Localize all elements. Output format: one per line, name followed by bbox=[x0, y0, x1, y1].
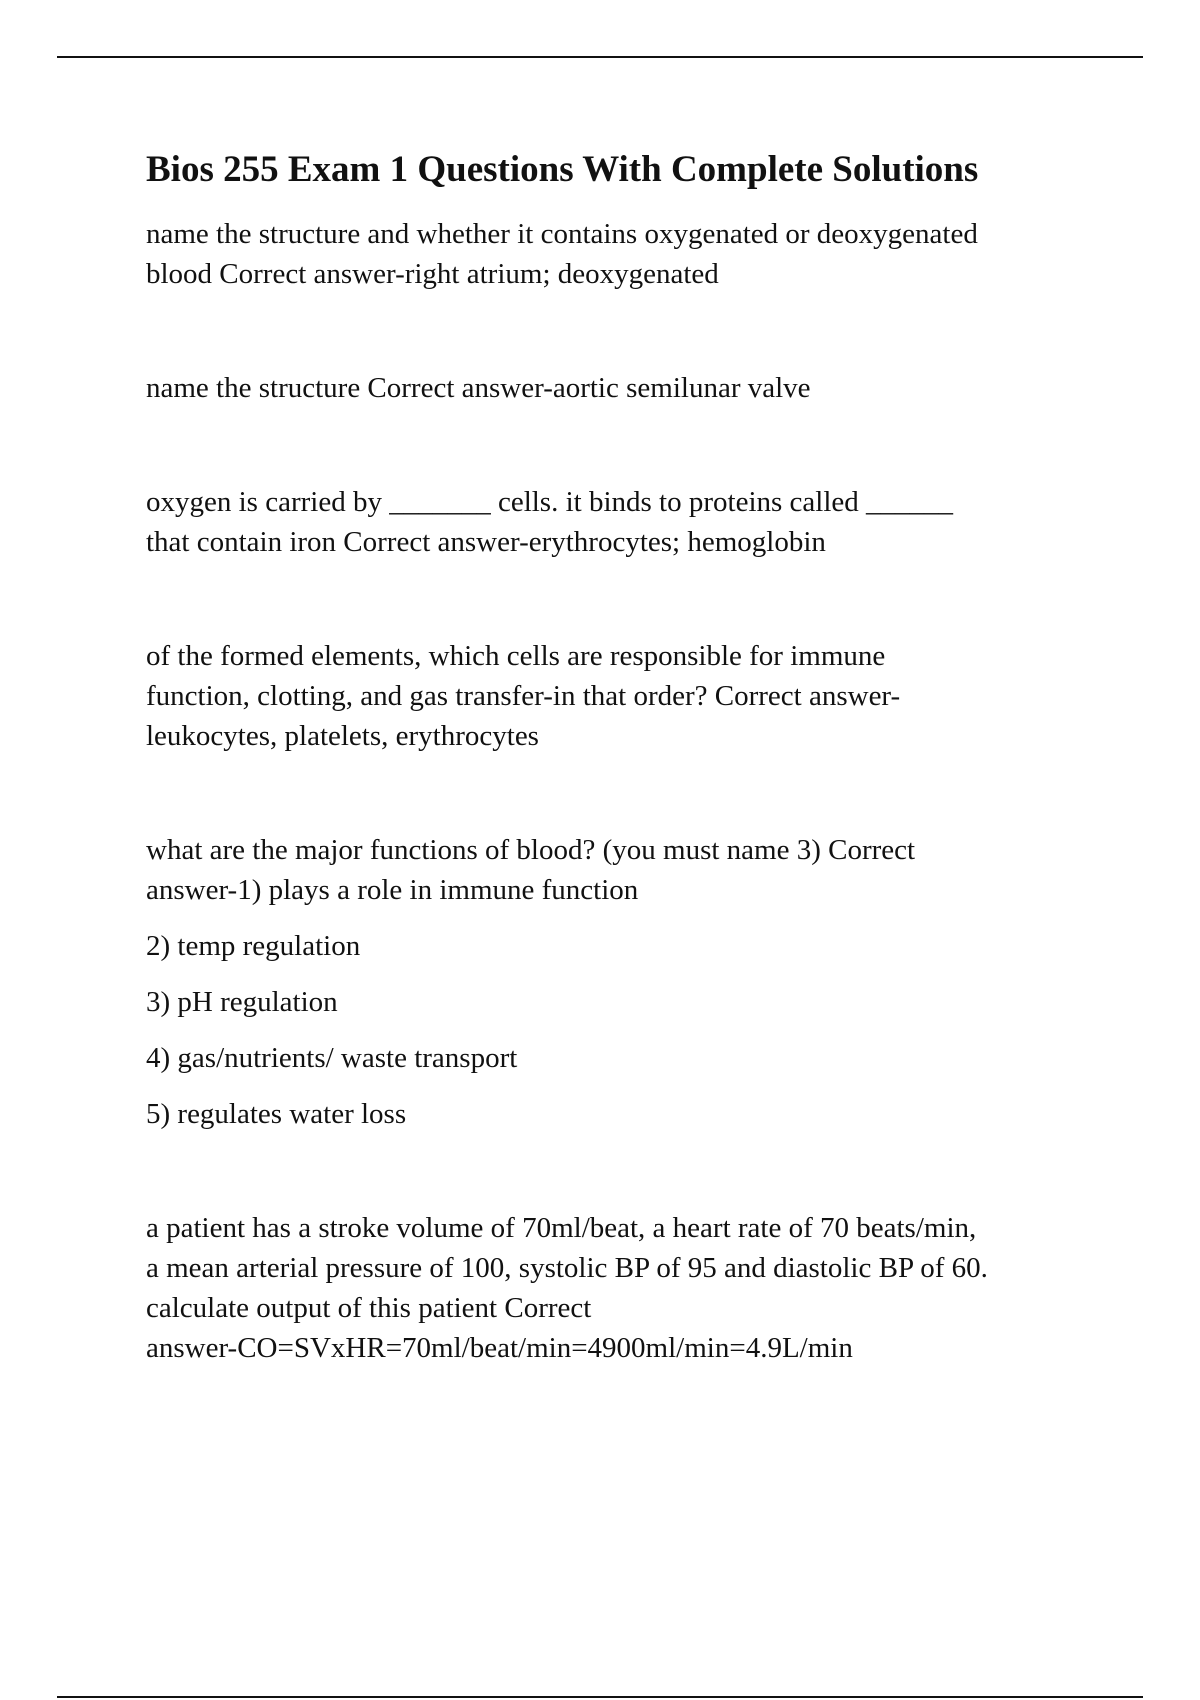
question-6-line-3: calculate output of this patient Correct bbox=[146, 1292, 592, 1324]
question-3 bbox=[146, 482, 1106, 562]
question-5-line-1: what are the major functions of blood? (you must name 3) Correct bbox=[146, 834, 916, 866]
question-1-line-1: name the structure and whether it contains oxygenated or deoxygenated bbox=[146, 218, 978, 250]
question-5 bbox=[146, 830, 1106, 1134]
question-3-line-2: that contain iron Correct answer-erythrocytes; hemoglobin bbox=[146, 526, 826, 558]
question-2 bbox=[146, 368, 1106, 408]
question-1 bbox=[146, 214, 1106, 294]
question-6-line-4: answer-CO=SVxHR=70ml/beat/min=4900ml/min=4.9L/min bbox=[146, 1332, 853, 1364]
question-6-line-2: a mean arterial pressure of 100, systolic BP of 95 and diastolic BP of 60. bbox=[146, 1252, 988, 1284]
question-5-line-2: answer-1) plays a role in immune function bbox=[146, 874, 639, 906]
question-4-line-1: of the formed elements, which cells are responsible for immune bbox=[146, 640, 886, 672]
question-6 bbox=[146, 1208, 1106, 1368]
question-4-line-2: function, clotting, and gas transfer-in that order? Correct answer- bbox=[146, 680, 901, 712]
bottom-rule bbox=[57, 1696, 1143, 1698]
question-3-line-1: oxygen is carried by _______ cells. it binds to proteins called ______ bbox=[146, 486, 954, 518]
question-4 bbox=[146, 636, 1106, 756]
question-2-line-1: name the structure Correct answer-aortic semilunar valve bbox=[146, 372, 811, 404]
question-4-line-3: leukocytes, platelets, erythrocytes bbox=[146, 720, 539, 752]
question-5-list-item: 3) pH regulation bbox=[146, 986, 338, 1018]
question-6-line-1: a patient has a stroke volume of 70ml/beat, a heart rate of 70 beats/min, bbox=[146, 1212, 977, 1244]
question-1-line-2: blood Correct answer-right atrium; deoxygenated bbox=[146, 258, 719, 290]
top-rule bbox=[57, 56, 1143, 58]
question-5-list-item: 4) gas/nutrients/ waste transport bbox=[146, 1042, 518, 1074]
question-5-list-item: 2) temp regulation bbox=[146, 930, 361, 962]
document-title: Bios 255 Exam 1 Questions With Complete Solutions bbox=[146, 149, 979, 190]
document-body bbox=[146, 146, 1106, 1368]
question-5-list-item: 5) regulates water loss bbox=[146, 1098, 407, 1130]
